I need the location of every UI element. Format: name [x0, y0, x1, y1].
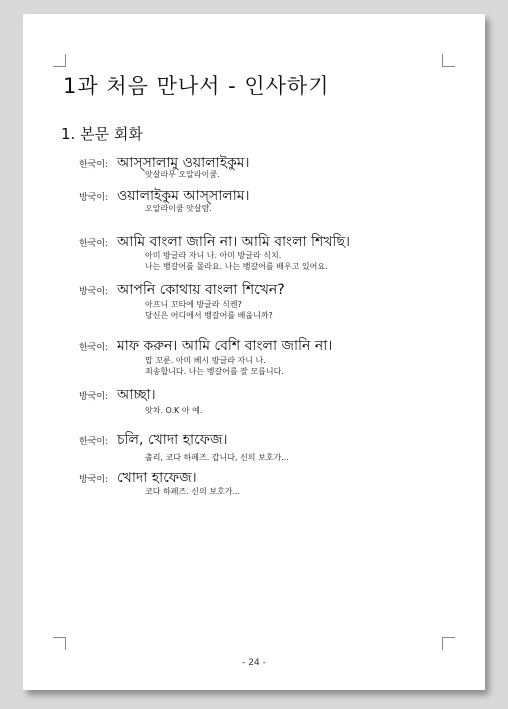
speaker-label: 한국이: — [79, 343, 109, 353]
translation — [145, 203, 212, 214]
bengali-sentence: আমি বাংলা জানি না। আমি বাংলা শিখছি। — [117, 234, 351, 250]
bengali-sentence: আপনি কোথায় বাংলা শিখেন? — [117, 282, 285, 298]
bengali-sentence: ওয়ালাইকুম আস্সালাম। — [117, 188, 250, 204]
translation-line: 아미 방글라 자니 나. 아미 방글라 식치. — [145, 251, 282, 260]
translation — [145, 486, 240, 497]
page-number: - 24 - — [242, 658, 266, 668]
translation-line: 당신은 어디에서 뱅갈어를 배웁니까? — [145, 311, 273, 320]
crop-mark-top-right — [442, 54, 455, 67]
crop-mark-bottom-right — [442, 637, 455, 650]
section-heading: 1. 본문 회화 — [61, 125, 143, 143]
bengali-sentence: খোদা হাফেজ। — [117, 470, 197, 486]
translation-line: 촐리, 코다 하페즈. 갑니다, 신의 보호가... — [145, 453, 289, 462]
dialogue-line — [79, 428, 228, 452]
translation-line: 오알라이쿰 앗살람. — [145, 204, 212, 213]
bengali-sentence: চলি, খোদা হাফেজ। — [117, 432, 228, 448]
speaker-label: 방국이: — [79, 193, 109, 203]
translation — [145, 169, 220, 180]
bengali-sentence: আস্সালামু ওয়ালাইকুম। — [117, 155, 250, 171]
translation-line: 코다 하페즈. 신의 보호가... — [145, 487, 241, 496]
translation-line: 맙 꼬룬. 아미 베시 방글라 자니 나. — [145, 356, 266, 365]
translation-line: 앗차. O.K 아 예. — [145, 406, 203, 415]
translation-line: 앗살라무 오알라이쿰. — [145, 170, 220, 179]
speaker-label: 한국이: — [79, 239, 109, 249]
speaker-label: 방국이: — [79, 475, 109, 485]
bengali-sentence: মাফ করুন। আমি বেশি বাংলা জানি না। — [117, 338, 333, 354]
translation — [145, 299, 273, 321]
translation — [145, 452, 289, 463]
translation — [145, 355, 284, 377]
translation — [145, 405, 202, 416]
bengali-sentence: আচ্ছা। — [117, 387, 156, 403]
translation-line: 아프니 꼬타에 방글라 식켄? — [145, 300, 242, 309]
translation — [145, 250, 328, 272]
speaker-label: 한국이: — [79, 160, 109, 170]
document-page — [23, 14, 485, 690]
crop-mark-bottom-left — [53, 637, 66, 650]
speaker-label: 한국이: — [79, 437, 109, 447]
speaker-label: 방국이: — [79, 392, 109, 402]
translation-line: 죄송합니다. 나는 뱅갈어를 잘 모릅니다. — [145, 367, 284, 376]
translation-line: 나는 뱅갈어를 몰라요. 나는 뱅갈어를 배우고 있어요. — [145, 262, 328, 271]
crop-mark-top-left — [53, 54, 66, 67]
lesson-title: 1과 처음 만나서 - 인사하기 — [63, 74, 330, 98]
dialogue-line — [79, 383, 156, 407]
speaker-label: 방국이: — [79, 287, 109, 297]
